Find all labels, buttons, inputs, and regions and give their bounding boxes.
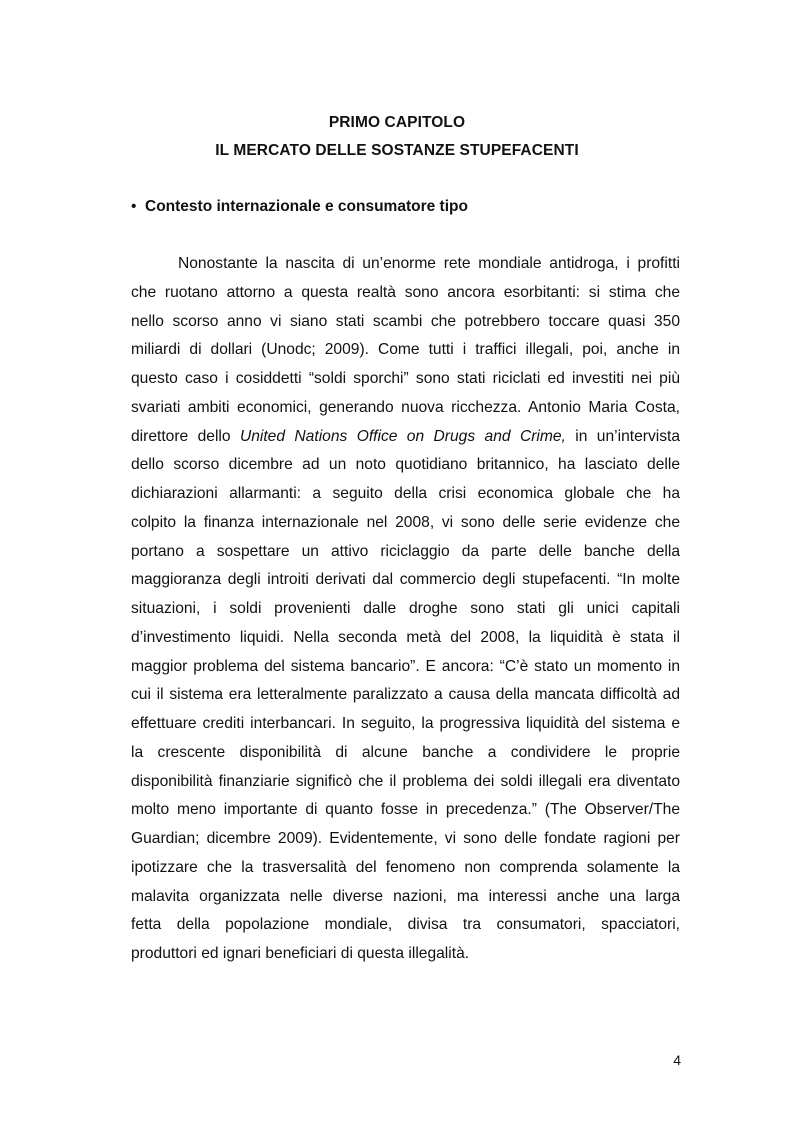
bullet-icon: • bbox=[131, 198, 137, 215]
paragraph-line: ipotizzare che la trasversalità del fenomeno non comprenda solamente la bbox=[131, 858, 680, 876]
paragraph-line: miliardi di dollari (Unodc; 2009). Come tutti i traffici illegali, poi, anche in bbox=[131, 341, 680, 359]
chapter-label: PRIMO CAPITOLO bbox=[328, 114, 466, 131]
paragraph-line: produttori ed ignari beneficiari di questa illegalità. bbox=[131, 945, 470, 962]
paragraph-line: effettuare crediti interbancari. In seguito, la progressiva liquidità del sistema e bbox=[131, 715, 680, 732]
chapter-title: IL MERCATO DELLE SOSTANZE STUPEFACENTI bbox=[215, 142, 579, 159]
paragraph-line: dello scorso dicembre ad un noto quotidiano britannico, ha lasciato delle bbox=[131, 456, 680, 474]
paragraph-line: questo caso i cosiddetti “soldi sporchi” sono stati riciclati ed investiti nei più bbox=[131, 370, 680, 387]
paragraph-line: fetta della popolazione mondiale, divisa tra consumatori, spacciatori, bbox=[131, 916, 680, 934]
paragraph-line: nello scorso anno vi siano stati scambi che potrebbero toccare quasi 350 bbox=[131, 312, 680, 330]
paragraph-line-with-italic bbox=[131, 423, 680, 452]
body-paragraph bbox=[131, 250, 680, 969]
paragraph-line: d’investimento liquidi. Nella seconda metà del 2008, la liquidità è stata il bbox=[131, 628, 680, 646]
paragraph-line: malavita organizzata nelle diverse nazioni, ma interessi anche una larga bbox=[131, 887, 680, 905]
paragraph-line: Nonostante la nascita di un’enorme rete mondiale antidroga, i profitti bbox=[178, 255, 680, 272]
line-text-before: direttore dello bbox=[131, 427, 240, 445]
paragraph-line: maggior problema del sistema bancario”. E ancora: “C’è stato un momento in bbox=[131, 657, 680, 675]
paragraph-line: disponibilità finanziarie significò che il problema dei soldi illegali era diventato bbox=[131, 772, 680, 790]
paragraph-line: situazioni, i soldi provenienti dalle droghe sono stati gli unici capitali bbox=[131, 600, 680, 617]
paragraph-line: portano a sospettare un attivo riciclaggio da parte delle banche della bbox=[131, 542, 680, 560]
paragraph-line: molto meno importante di quanto fosse in precedenza.” (The Observer/The bbox=[131, 801, 680, 819]
page-number: 4 bbox=[673, 1052, 681, 1068]
organization-name-italic: United Nations Office on Drugs and Crime, bbox=[239, 427, 566, 445]
paragraph-line: svariati ambiti economici, generando nuova ricchezza. Antonio Maria Costa, bbox=[131, 398, 680, 416]
paragraph-line: la crescente disponibilità di alcune banche a condividere le proprie bbox=[131, 743, 680, 761]
line-text-after: in un’intervista bbox=[565, 427, 681, 445]
paragraph-line: cui il sistema era letteralmente paralizzato a causa della mancata difficoltà ad bbox=[131, 686, 680, 704]
paragraph-line: dichiarazioni allarmanti: a seguito della crisi economica globale che ha bbox=[131, 485, 680, 502]
paragraph-line: maggioranza degli introiti derivati dal commercio degli stupefacenti. “In molte bbox=[131, 571, 680, 589]
section-heading bbox=[131, 198, 468, 216]
paragraph-line: Guardian; dicembre 2009). Evidentemente, vi sono delle fondate ragioni per bbox=[131, 830, 680, 847]
paragraph-line: che ruotano attorno a questa realtà sono ancora esorbitanti: si stima che bbox=[131, 283, 680, 301]
paragraph-line: colpito la finanza internazionale nel 2008, vi sono delle serie evidenze che bbox=[131, 513, 680, 531]
section-heading-text: Contesto internazionale e consumatore tipo bbox=[145, 198, 468, 215]
